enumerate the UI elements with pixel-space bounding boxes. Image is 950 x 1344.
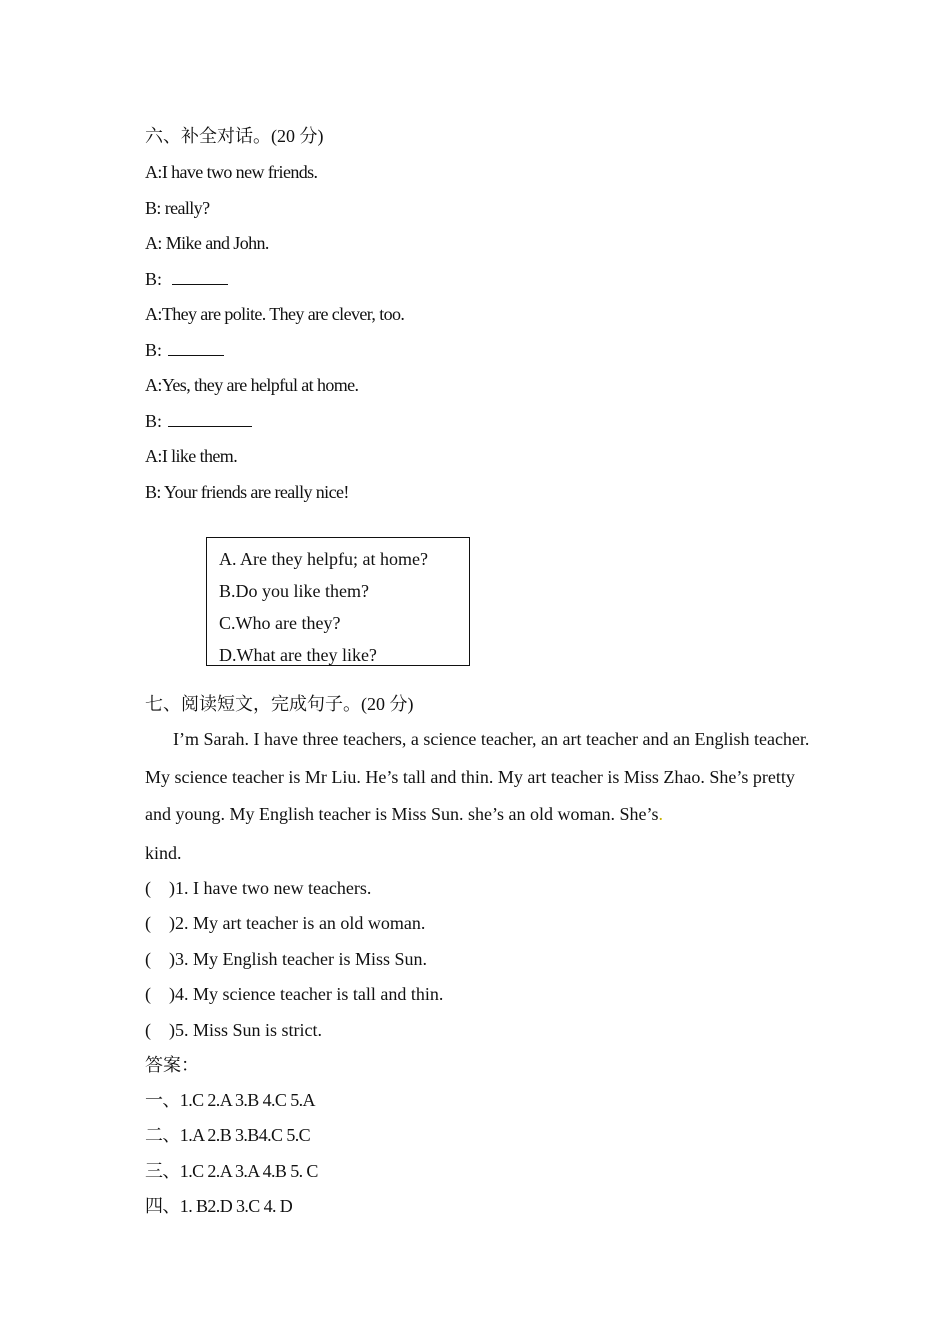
answer-line: 三、1.C 2.A 3.A 4.B 5. C — [145, 1161, 318, 1181]
answer-paren[interactable]: ( — [145, 913, 151, 933]
option-d: D.What are they like? — [219, 645, 377, 665]
speaker-label: A: — [145, 233, 162, 253]
dialogue-line — [145, 268, 228, 290]
question-text: )1. I have two new teachers. — [169, 878, 372, 898]
option-c: C.Who are they? — [219, 613, 341, 633]
answer-line: 一、1.C 2.A 3.B 4.C 5.A — [145, 1090, 315, 1110]
section6-heading: 六、补全对话。(20 分) — [145, 126, 324, 146]
dialogue-line — [145, 339, 224, 361]
answer-paren[interactable]: ( — [145, 1020, 151, 1040]
section7-heading: 七、阅读短文，完成句子。(20 分) — [145, 694, 414, 714]
dialogue-line — [145, 374, 358, 396]
answer-paren[interactable]: ( — [145, 878, 151, 898]
speaker-label: B: — [145, 198, 161, 218]
answer-blank[interactable] — [172, 268, 228, 285]
dialogue-line — [145, 303, 404, 325]
question-item — [145, 1019, 322, 1041]
answer-blank[interactable] — [168, 410, 252, 427]
speaker-label: A: — [145, 375, 162, 395]
answer-line: 四、1. B2.D 3.C 4. D — [145, 1196, 293, 1216]
option-b: B.Do you like them? — [219, 581, 369, 601]
dialogue-line — [145, 232, 269, 254]
dialogue-text: Mike and John. — [161, 233, 269, 253]
speaker-label: B: — [145, 269, 163, 289]
dialogue-line — [145, 161, 317, 183]
question-item — [145, 948, 427, 970]
dialogue-text: They are polite. They are clever, too. — [161, 304, 405, 324]
passage-mark: . — [658, 804, 663, 824]
question-text: )4. My science teacher is tall and thin. — [169, 984, 444, 1004]
answer-paren[interactable]: ( — [145, 949, 151, 969]
question-text: )3. My English teacher is Miss Sun. — [169, 949, 427, 969]
answer-blank[interactable] — [168, 339, 224, 356]
dialogue-line — [145, 481, 349, 503]
passage-text: I’m Sarah. I have three teachers, a science teacher, an art teacher and an English teacher. My science teacher is Mr Liu. He’s tall and thin. My art teacher is Miss Zhao. She’s pretty and young. My English teacher is Miss Sun. she’s an old woman. She’s — [145, 729, 810, 824]
question-item — [145, 877, 371, 899]
dialogue-text: Yes, they are helpful at home. — [161, 375, 359, 395]
speaker-label: A: — [145, 304, 162, 324]
question-item — [145, 912, 425, 934]
reading-passage — [145, 721, 810, 834]
options-box — [206, 537, 470, 666]
question-text: )5. Miss Sun is strict. — [169, 1020, 323, 1040]
question-item — [145, 983, 443, 1005]
answer-line: 二、1.A 2.B 3.B4.C 5.C — [145, 1125, 311, 1145]
answers-heading: 答案： — [145, 1055, 199, 1075]
dialogue-text: I have two new friends. — [161, 162, 318, 182]
speaker-label: A: — [145, 446, 162, 466]
option-a: A. Are they helpfu; at home? — [219, 549, 428, 569]
passage-ending: kind. — [145, 843, 182, 863]
speaker-label: B: — [145, 340, 163, 360]
dialogue-line — [145, 410, 252, 432]
speaker-label: B: — [145, 411, 163, 431]
dialogue-text: Your friends are really nice! — [160, 482, 349, 502]
dialogue-text: I like them. — [161, 446, 238, 466]
dialogue-line — [145, 445, 237, 467]
answer-paren[interactable]: ( — [145, 984, 151, 1004]
dialogue-line — [145, 197, 209, 219]
speaker-label: B: — [145, 482, 161, 502]
question-text: )2. My art teacher is an old woman. — [169, 913, 426, 933]
speaker-label: A: — [145, 162, 162, 182]
dialogue-text: really? — [160, 198, 210, 218]
